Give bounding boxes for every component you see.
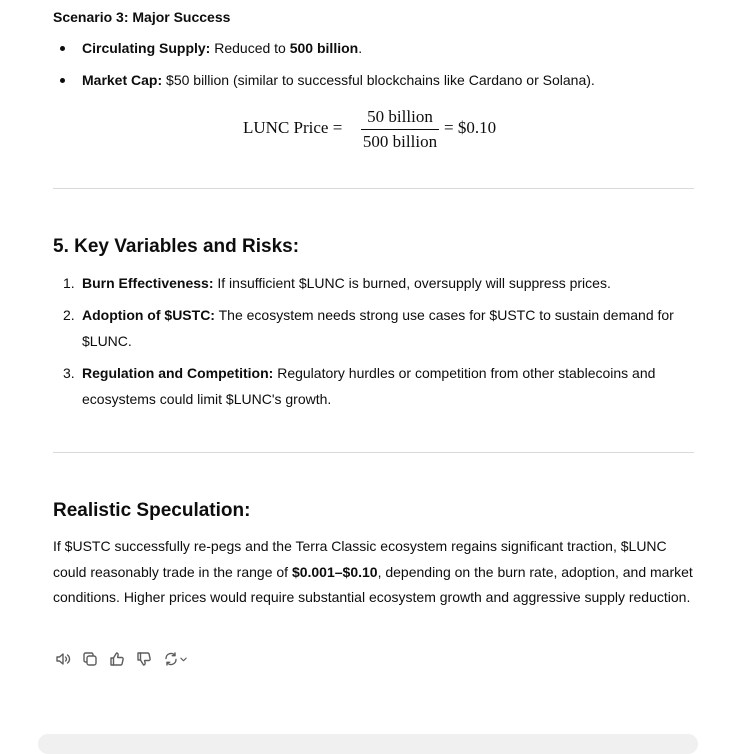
message-actions	[53, 649, 196, 669]
good-response-button[interactable]	[107, 649, 127, 669]
item-text: The ecosystem needs strong use cases for $USTC to sustain demand for $LUNC.	[82, 307, 674, 349]
divider	[53, 188, 694, 189]
regenerate-button[interactable]	[161, 649, 189, 669]
list-item	[53, 69, 694, 91]
thumbs-up-icon	[109, 651, 125, 667]
item-label: Regulation and Competition:	[82, 365, 274, 381]
scenario-title: Scenario 3: Major Success	[53, 9, 231, 25]
composer-input-bar[interactable]	[38, 734, 698, 754]
item-label: Burn Effectiveness:	[82, 275, 214, 291]
bullet-label: Market Cap:	[82, 72, 163, 88]
speculation-paragraph	[53, 534, 694, 611]
item-number: 1.	[63, 275, 75, 291]
read-aloud-button[interactable]	[53, 649, 73, 669]
item-number: 2.	[63, 307, 75, 323]
price-formula	[53, 106, 694, 154]
list-item	[53, 270, 694, 296]
risks-list	[53, 270, 694, 418]
list-item	[53, 37, 694, 59]
paragraph-text: If $USTC successfully re-pegs and the Terra Classic ecosystem regains significant traction, $LUNC could reasonably trade in the range of	[53, 538, 667, 580]
price-range: $0.001–$0.10	[291, 563, 378, 580]
copy-button[interactable]	[80, 649, 100, 669]
paragraph-text-end: , depending on the burn rate, adoption, and market conditions. Higher prices would require substantial ecosystem growth and aggressive supply reduction.	[53, 563, 693, 605]
bullet-text-end: .	[358, 40, 363, 56]
formula-numerator: 50 billion	[367, 107, 433, 126]
formula-lhs: LUNC Price =	[243, 118, 343, 137]
chevron-down-icon	[179, 652, 188, 666]
divider	[53, 452, 694, 453]
speculation-heading: Realistic Speculation:	[53, 500, 251, 521]
speaker-icon	[55, 651, 71, 667]
list-item	[53, 360, 694, 412]
copy-icon	[82, 651, 98, 667]
item-text: If insufficient $LUNC is burned, oversupply will suppress prices.	[213, 275, 611, 291]
fraction-bar	[361, 129, 439, 130]
item-label: Adoption of $USTC:	[82, 307, 215, 323]
formula-fraction	[361, 106, 439, 153]
bullet-text: $50 billion (similar to successful blockchains like Cardano or Solana).	[162, 72, 595, 88]
thumbs-down-icon	[136, 651, 152, 667]
item-text: Regulatory hurdles or competition from other stablecoins and ecosystems could limit $LUNC's growth.	[82, 365, 656, 407]
bullet-bold-value: 500 billion	[289, 40, 359, 56]
item-number: 3.	[63, 365, 75, 381]
risks-heading: 5. Key Variables and Risks:	[53, 236, 300, 257]
bad-response-button[interactable]	[134, 649, 154, 669]
formula-rhs: = $0.10	[444, 118, 497, 137]
bullet-label: Circulating Supply:	[82, 40, 211, 56]
formula-denominator: 500 billion	[362, 132, 438, 151]
list-item	[53, 302, 694, 354]
regenerate-icon	[163, 651, 179, 667]
scenario-bullet-list	[53, 37, 694, 101]
bullet-text: Reduced to	[210, 40, 290, 56]
